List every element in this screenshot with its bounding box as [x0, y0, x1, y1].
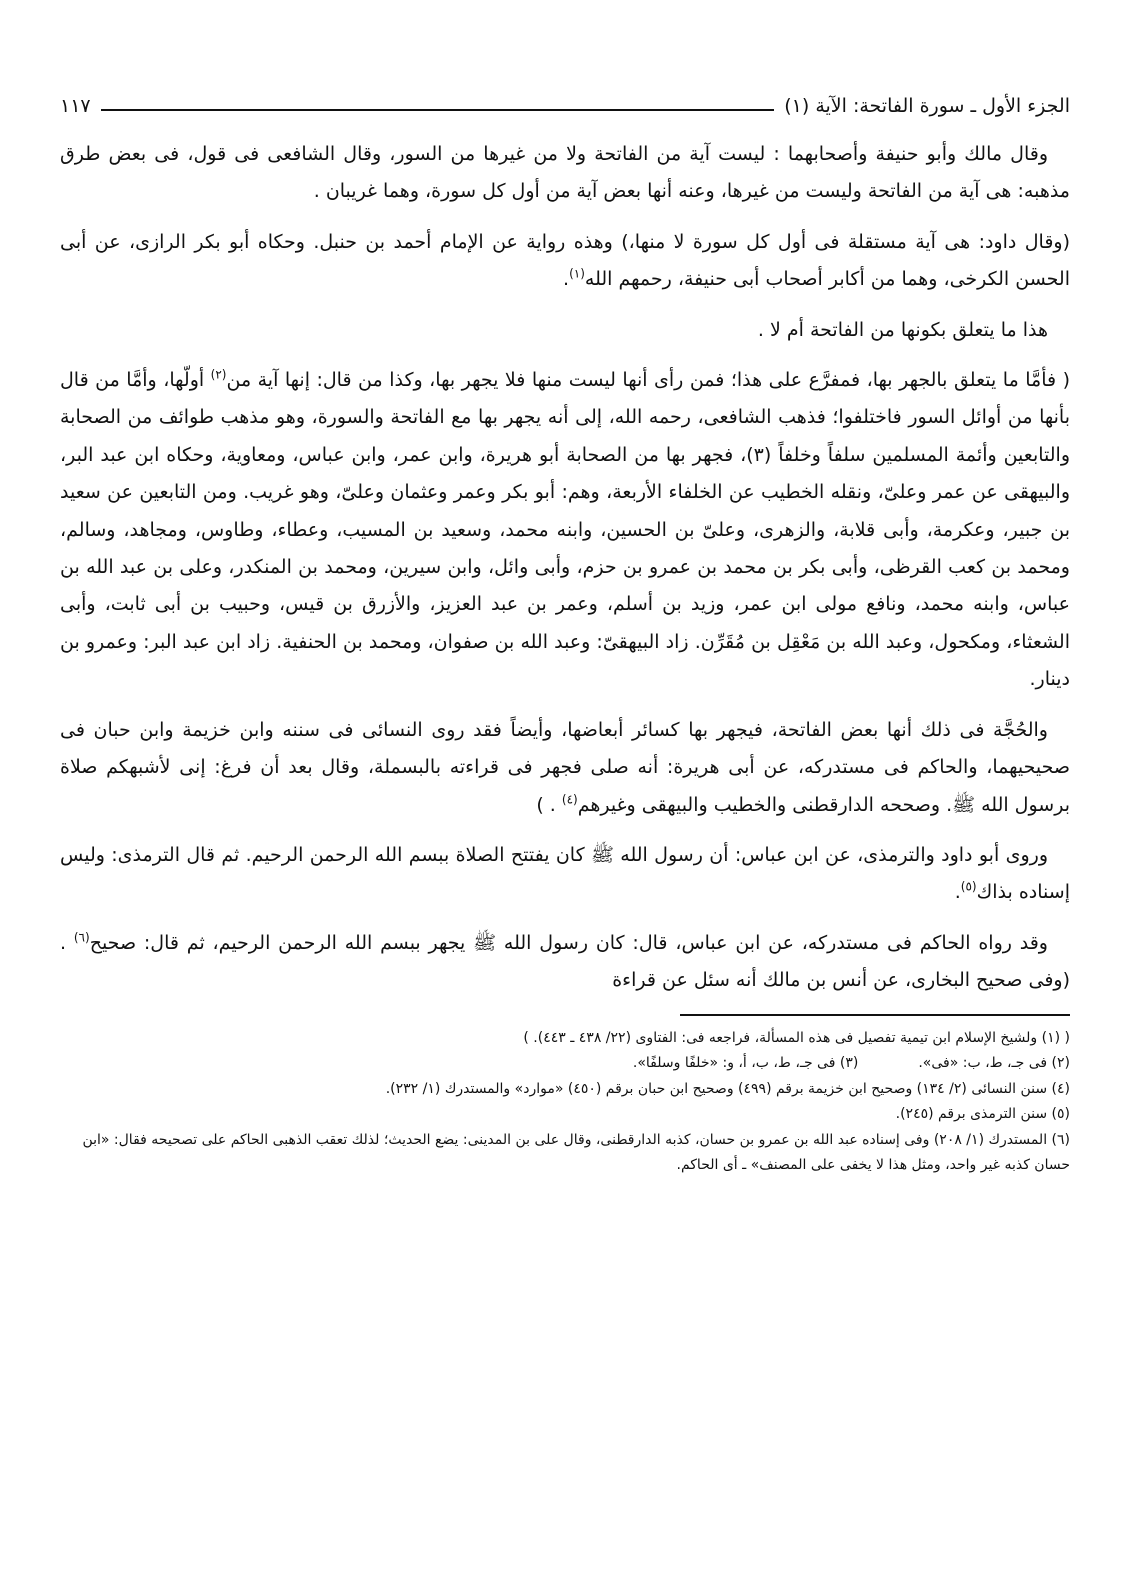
footnote-ref-2: (٢): [210, 367, 227, 382]
paragraph-7: وقد رواه الحاكم فى مستدركه، عن ابن عباس، قال: كان رسول الله ﷺ يجهر ببسم الله الرحمن الرحيم، ثم قال: صحيح$^{(٦)}$ .(وفى صحيح البخارى، عن أنس بن مالك أنه سئل عن قراءة: [60, 930, 1070, 992]
paragraph-4: ( فأمَّا ما يتعلق بالجهر بها، فمفرَّع على هذا؛ فمن رأى أنها ليست منها فلا يجهر بها، وكذا من قال: إنها آية من$^{(٢)}$ أولّها، وأمَّا من قال بأنها من أوائل السور فاختلفوا؛ فذهب الشافعى، رحمه الله، إلى أنه يجهر بها مع الفاتحة والسورة، وهو مذهب طوائف من الصحابة والتابعين وأئمة المسلمين سلفاً وخلفاً (٣)، فجهر بها من الصحابة أبو هريرة، وابن عمر، وابن عباس، ومعاوية، وحكاه ابن عبد البر، والبيهقى عن عمر وعلىّ، ونقله الخطيب عن الخلفاء الأربعة، وهم: أبو بكر وعمر وعثمان وعلىّ، وهو غريب. ومن التابعين عن سعيد بن جبير، وعكرمة، وأبى قلابة، والزهرى، وعلىّ بن الحسين، وابنه محمد، وسعيد بن المسيب، وعطاء، وطاوس، ومجاهد، وسالم، ومحمد بن كعب القرظى، وأبى بكر بن محمد بن عمرو بن حزم، وأبى وائل، وابن سيرين، ومحمد بن المنكدر، وعلى بن عبد الله بن عباس، وابنه محمد، ونافع مولى ابن عمر، وزيد بن أسلم، وعمر بن عبد العزيز، والأزرق بن قيس، وحبيب بن أبى ثابت، وأبى الشعثاء، ومكحول، وعبد الله بن مَعْقِل بن مُقَرِّن. زاد البيهقىّ: وعبد الله بن صفوان، ومحمد بن الحنفية. زاد ابن عبد البر: وعمرو بن دينار.: [60, 367, 1070, 691]
footnote-row-2-3: [60, 1051, 1070, 1077]
running-header-title: الجزء الأول ـ سورة الفاتحة: الآية (١): [784, 95, 1070, 118]
main-text: [60, 136, 1070, 1000]
footnote-ref-5: (٥): [960, 879, 977, 894]
footnote-ref-4: (٤): [561, 792, 578, 807]
page-number: ١١٧: [60, 95, 91, 118]
header-rule: [101, 109, 775, 111]
paragraph-4-continued: (٣)، فجهر بها من الصحابة أبو هريرة، وابن عمر، وابن عباس، ومعاوية، وحكاه ابن عبد البر، والبيهقى عن عمر وعلىّ، ونقله الخطيب عن الخلفاء الأربعة، وهم: أبو بكر وعمر وعثمان وعلىّ، وهو غريب. ومن التابعين عن سعيد بن جبير، وعكرمة، وأبى قلابة، والزهرى، وعلىّ بن الحسين، وابنه محمد، وسعيد بن المسيب، وعطاء، وطاوس، ومجاهد، وسالم، ومحمد بن كعب القرظى، وأبى بكر بن محمد بن عمرو بن حزم، وأبى وائل، وابن سيرين، ومحمد بن المنكدر، وعلى بن عبد الله بن عباس، وابنه محمد، ونافع مولى ابن عمر، وزيد بن أسلم، وعمر بن عبد العزيز، والأزرق بن قيس، وحبيب بن أبى ثابت، وأبى الشعثاء، ومكحول، وعبد الله بن مَعْقِل بن مُقَرِّن. زاد البيهقىّ: وعبد الله بن صفوان، ومحمد بن الحنفية. زاد ابن عبد البر: وعمرو بن دينار.: [60, 443, 1070, 691]
footnote-1: ( (١) ولشيخ الإسلام ابن تيمية تفصيل فى هذه المسألة، فراجعه فى: الفتاوى (٢٢/ ٤٣٨ ـ ٤٤٣). ): [523, 1029, 1070, 1046]
paragraph-1: وقال مالك وأبو حنيفة وأصحابهما : ليست آية من الفاتحة ولا من غيرها من السور، وقال الشافعى فى قول، فى بعض طرق مذهبه: هى آية من الفاتحة وليست من غيرها، وعنه أنها بعض آية من أول كل سورة، وهما غريبان .: [60, 143, 1070, 203]
footnote-5: (٥) سنن الترمذى برقم (٢٤٥).: [895, 1106, 1070, 1123]
footnote-2: (٢) فى جـ، ط، ب: «فى».: [918, 1055, 1070, 1072]
paragraph-5: والحُجَّة فى ذلك أنها بعض الفاتحة، فيجهر بها كسائر أبعاضها، وأيضاً فقد روى النسائى فى سننه وابن خزيمة وابن حبان فى صحيحيهما، والحاكم فى مستدركه، عن أبى هريرة: أنه صلى فجهر فى قراءته بالبسملة، وقال بعد أن فرغ: إنى لأشبهكم صلاة برسول الله ﷺ. وصححه الدارقطنى والخطيب والبيهقى وغيرهم$^{(٤)}$ . ): [60, 718, 1070, 816]
footnote-6: (٦) المستدرك (١/ ٢٠٨) وفى إسناده عبد الله بن عمرو بن حسان، كذبه الدارقطنى، وقال على بن المدينى: يضع الحديث؛ لذلك تعقب الذهبى الحاكم على تصحيحه فقال: «ابن حسان كذبه غير واحد، ومثل هذا لا يخفى على المصنف» ـ أى الحاكم.: [82, 1131, 1070, 1174]
running-header: [60, 78, 1070, 120]
footnote-ref-1: (١): [569, 266, 585, 281]
paragraph-3: هذا ما يتعلق بكونها من الفاتحة أم لا .: [757, 318, 1048, 341]
footnotes: [60, 1026, 1070, 1179]
footnote-3: (٣) فى جـ، ط، ب، أ، و: «خلفًا وسلفًا».: [632, 1055, 859, 1072]
footnote-separator: [680, 1014, 1070, 1016]
footnote-ref-6: (٦): [73, 930, 90, 945]
footnote-4: (٤) سنن النسائى (٢/ ١٣٤) وصحيح ابن خزيمة برقم (٤٩٩) وصحيح ابن حبان برقم (٤٥٠) «موارد» والمستدرك (١/ ٢٣٢).: [385, 1080, 1070, 1097]
paragraph-6: وروى أبو داود والترمذى، عن ابن عباس: أن رسول الله ﷺ كان يفتتح الصلاة ببسم الله الرحمن الرحيم. ثم قال الترمذى: وليس إسناده بذاك$^{(٥)}$.: [60, 843, 1070, 904]
book-page: [60, 78, 1070, 1528]
paragraph-2: (وقال داود: هى آية مستقلة فى أول كل سورة لا منها،) وهذه رواية عن الإمام أحمد بن حنبل. وحكاه أبو بكر الرازى، عن أبى الحسن الكرخى، وهما من أكابر أصحاب أبى حنيفة، رحمهم الله$^{(١)}$.: [60, 230, 1070, 291]
